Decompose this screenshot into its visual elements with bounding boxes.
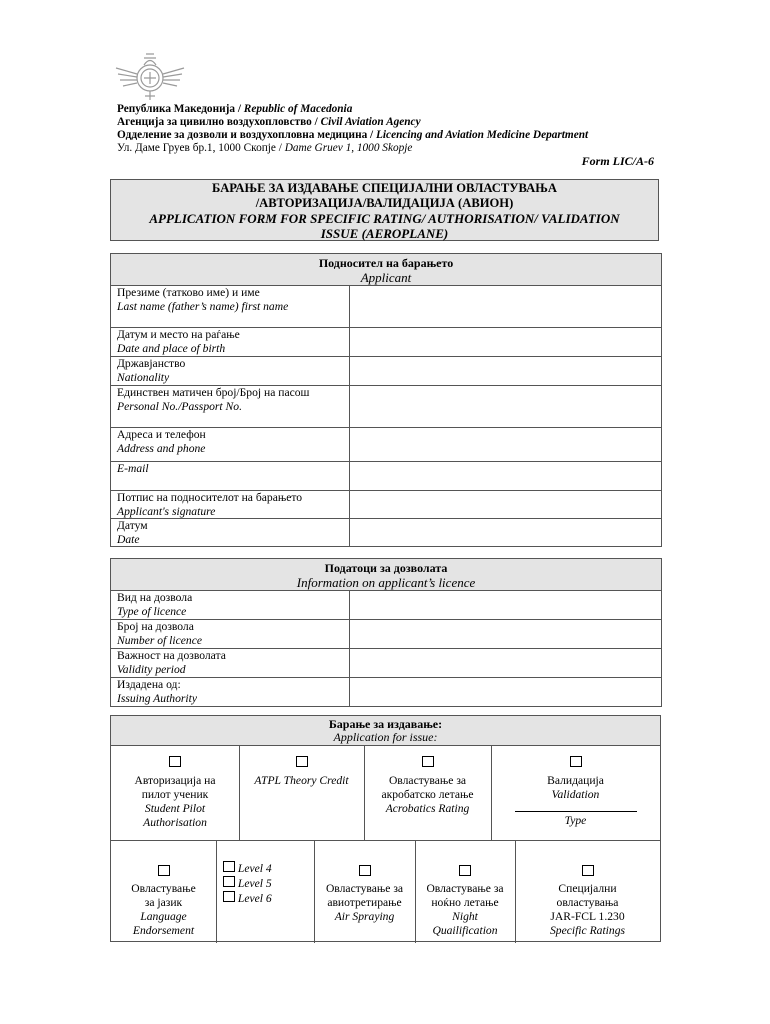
level-4-checkbox[interactable] xyxy=(223,861,235,872)
field-label: Број на дозвола Number of licence xyxy=(111,620,350,649)
field-label: Презиме (татково име) и име Last name (father’s name) first name xyxy=(111,286,350,328)
licence-section-header xyxy=(111,559,662,591)
applicant-row-date xyxy=(111,519,662,547)
language-checkbox[interactable] xyxy=(158,865,170,876)
validation-checkbox[interactable] xyxy=(570,756,582,767)
option-language: Овластување за јазик Language Endorsement xyxy=(111,865,216,938)
licence-row-type xyxy=(111,591,662,620)
applicant-row-birth xyxy=(111,328,662,357)
field-label: Адреса и телефон Address and phone xyxy=(111,428,350,462)
validity-field[interactable] xyxy=(350,649,662,678)
specific-ratings-checkbox[interactable] xyxy=(582,865,594,876)
licence-header-en: Information on applicant’s licence xyxy=(296,575,476,590)
licence-table xyxy=(110,558,662,707)
level-6-checkbox[interactable] xyxy=(223,891,235,902)
email-field[interactable] xyxy=(350,462,662,491)
address-field[interactable] xyxy=(350,428,662,462)
air-spraying-checkbox[interactable] xyxy=(359,865,371,876)
level-5-checkbox[interactable] xyxy=(223,876,235,887)
title-en-line-1: APPLICATION FORM FOR SPECIFIC RATING/ AUTHORISATION/ VALIDATION xyxy=(149,211,620,226)
header-line-4: Ул. Даме Груев бр.1, 1000 Скопје / Dame Gruev 1, 1000 Skopje xyxy=(117,142,413,154)
option-air-spraying: Овластување за авиотретирање Air Spraying xyxy=(314,865,415,924)
licence-row-validity xyxy=(111,649,662,678)
licence-number-field[interactable] xyxy=(350,620,662,649)
form-title xyxy=(110,179,659,241)
applicant-table xyxy=(110,253,662,547)
option-atpl-theory: ATPL Theory Credit xyxy=(239,756,364,788)
date-field[interactable] xyxy=(350,519,662,547)
applicant-row-signature xyxy=(111,491,662,519)
option-acrobatics: Овластување за акробатско летање Acrobatics Rating xyxy=(364,756,491,816)
licence-header-mk: Податоци за дозволата xyxy=(324,561,448,575)
applicant-row-address xyxy=(111,428,662,462)
level-4-option[interactable]: Level 4 xyxy=(223,861,313,876)
student-pilot-checkbox[interactable] xyxy=(169,756,181,767)
issue-header-en: Application for issue: xyxy=(333,730,438,744)
name-field[interactable] xyxy=(350,286,662,328)
level-6-option[interactable]: Level 6 xyxy=(223,891,313,906)
applicant-row-passport xyxy=(111,386,662,428)
title-mk-line-1: БАРАЊЕ ЗА ИЗДАВАЊЕ СПЕЦИЈАЛНИ ОВЛАСТУВАЊА xyxy=(212,181,557,195)
civil-aviation-agency-logo xyxy=(114,48,186,102)
birth-field[interactable] xyxy=(350,328,662,357)
applicant-row-email xyxy=(111,462,662,491)
header-line-3: Одделение за дозволи и воздухопловна медицина / Licencing and Aviation Medicine Department xyxy=(117,129,589,141)
applicant-header-mk: Подносител на барањето xyxy=(318,256,454,270)
field-label: Вид на дозвола Type of licence xyxy=(111,591,350,620)
field-label: E-mail xyxy=(111,462,350,491)
level-5-option[interactable]: Level 5 xyxy=(223,876,313,891)
field-label: Државјанство Nationality xyxy=(111,357,350,386)
atpl-theory-checkbox[interactable] xyxy=(296,756,308,767)
field-label: Датум Date xyxy=(111,519,350,547)
licence-row-authority xyxy=(111,678,662,707)
form-number: Form LIC/A-6 xyxy=(581,154,654,168)
authority-field[interactable] xyxy=(350,678,662,707)
field-label: Издадена од: Issuing Authority xyxy=(111,678,350,707)
field-label: Датум и место на раѓање Date and place of birth xyxy=(111,328,350,357)
language-levels xyxy=(223,861,313,906)
option-night: Овластување за ноќно летање Night Quailification xyxy=(415,865,515,938)
option-student-pilot: Авторизација на пилот ученик Student Pilot Authorisation xyxy=(111,756,239,830)
passport-field[interactable] xyxy=(350,386,662,428)
option-validation: Валидација Validation Type xyxy=(491,756,660,828)
signature-field[interactable] xyxy=(350,491,662,519)
applicant-row-nationality xyxy=(111,357,662,386)
acrobatics-checkbox[interactable] xyxy=(422,756,434,767)
applicant-header-en: Applicant xyxy=(360,270,412,285)
header-line-2: Агенција за цивилно воздухопловство / Civil Aviation Agency xyxy=(117,116,421,128)
title-en-line-2: ISSUE (AEROPLANE) xyxy=(320,226,449,241)
issue-header-mk: Барање за издавање: xyxy=(328,717,443,731)
nationality-field[interactable] xyxy=(350,357,662,386)
applicant-section-header xyxy=(111,254,662,286)
issue-section-header xyxy=(111,716,660,745)
type-underline[interactable] xyxy=(515,811,637,812)
option-specific-ratings: Специјални овластувања JAR-FCL 1.230 Specific Ratings xyxy=(515,865,660,938)
applicant-row-name xyxy=(111,286,662,328)
licence-type-field[interactable] xyxy=(350,591,662,620)
licence-row-number xyxy=(111,620,662,649)
issue-section xyxy=(110,715,661,942)
header-line-1: Република Македонија / Republic of Macedonia xyxy=(117,103,353,115)
night-checkbox[interactable] xyxy=(459,865,471,876)
field-label: Потпис на подносителот на барањето Applicant's signature xyxy=(111,491,350,519)
title-mk-line-2: /АВТОРИЗАЦИЈА/ВАЛИДАЦИЈА (АВИОН) xyxy=(255,196,514,210)
field-label: Важност на дозволата Validity period xyxy=(111,649,350,678)
field-label: Единствен матичен број/Број на пасош Personal No./Passport No. xyxy=(111,386,350,428)
